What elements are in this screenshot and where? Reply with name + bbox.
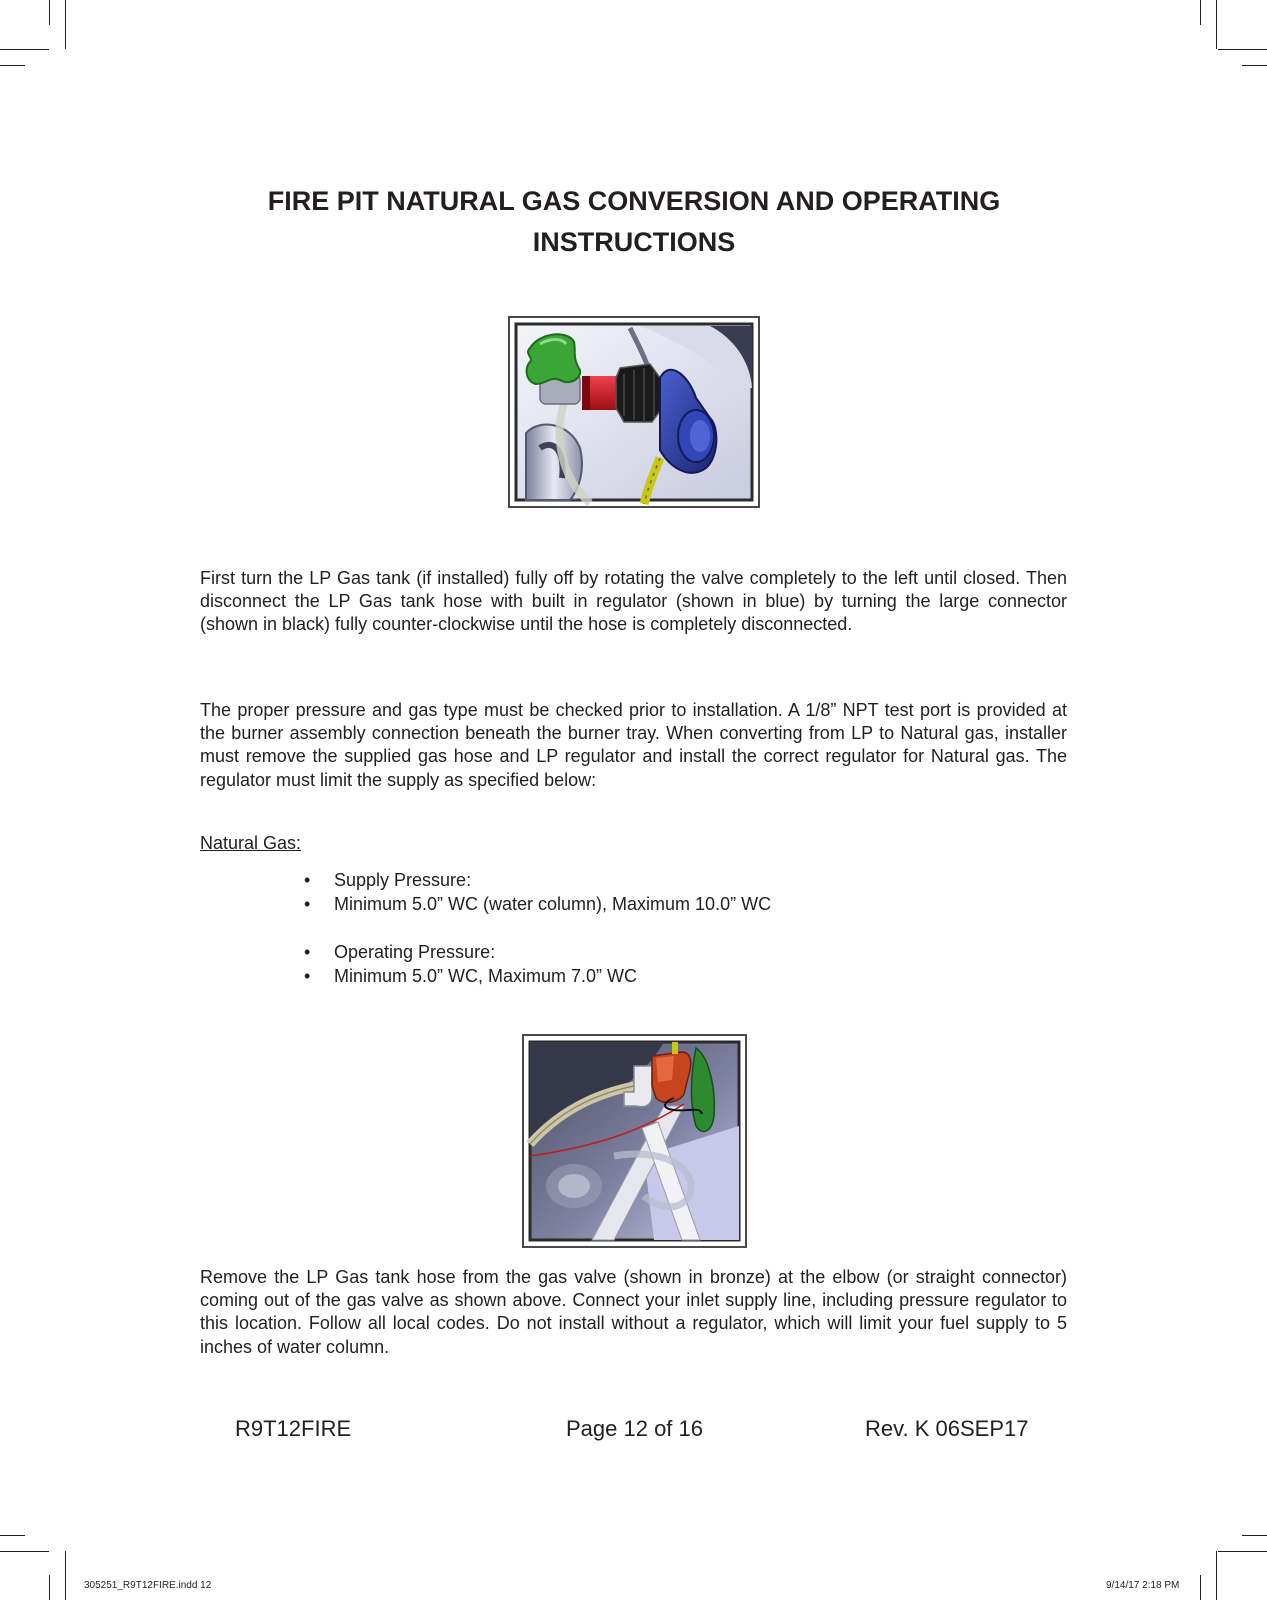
pressure-instructions: The proper pressure and gas type must be checked prior to installation. A 1/8” NPT test port is provided at the burner assembly connection beneath the burner tray. When converting from LP to Natural gas, installer must remove the supplied gas hose and LP regulator and install the correct regulator for Natural gas. The regulator must limit the supply as specified below: [200,700,1067,790]
list-item: • Minimum 5.0” WC, Maximum 7.0” WC [290,964,771,988]
crop-mark [0,1551,49,1552]
lp-tank-valve-figure [508,316,760,508]
page-title-line-1: FIRE PIT NATURAL GAS CONVERSION AND OPERATING [267,186,1001,216]
crop-mark [0,65,25,66]
crop-mark [65,0,66,49]
crop-mark [1200,0,1201,25]
gas-valve-elbow-illustration [524,1036,745,1246]
disconnect-instructions: First turn the LP Gas tank (if installed) fully off by rotating the valve completely to the left until closed. Then disconnect the LP Gas tank hose with built in regulator (shown in blue) by turning the large connector (shown in black) fully counter-clockwise until the hose is completely disconnected. [200,568,1067,635]
crop-mark [1218,49,1267,50]
list-item: • Operating Pressure: [290,940,771,964]
slug-file-name: 305251_R9T12FIRE.indd 12 [84,1580,212,1591]
gas-valve-elbow-figure [522,1034,747,1248]
elbow-connection-instructions: Remove the LP Gas tank hose from the gas valve (shown in bronze) at the elbow (or straight connector) coming out of the gas valve as shown above. Connect your inlet supply line, including pressure regulator to this location. Follow all local codes. Do not install without a regulator, which will limit your fuel supply to 5 inches of water column. [200,1267,1067,1357]
lp-tank-valve-illustration [510,318,758,506]
crop-mark [1216,0,1217,49]
crop-mark [1218,1551,1267,1552]
crop-mark [0,1535,25,1536]
list-item: • Minimum 5.0” WC (water column), Maximum 10.0” WC [290,892,771,916]
crop-mark [1242,65,1267,66]
page-title [200,181,1068,263]
footer-model-number: R9T12FIRE [235,1416,352,1441]
slug-timestamp: 9/14/17 2:18 PM [1106,1580,1180,1591]
crop-mark [1242,1535,1267,1536]
crop-mark [0,49,49,50]
natural-gas-spec-list [290,868,771,988]
crop-mark [65,1551,66,1600]
list-item: • Supply Pressure: [290,868,771,892]
page-title-line-2: INSTRUCTIONS [532,227,736,257]
natural-gas-heading: Natural Gas: [200,833,302,853]
footer-page-number: Page 12 of 16 [566,1416,704,1441]
crop-mark [1216,1551,1217,1600]
crop-mark [49,1575,50,1600]
crop-mark [49,0,50,25]
crop-mark [1200,1575,1201,1600]
footer-revision: Rev. K 06SEP17 [865,1416,1029,1441]
